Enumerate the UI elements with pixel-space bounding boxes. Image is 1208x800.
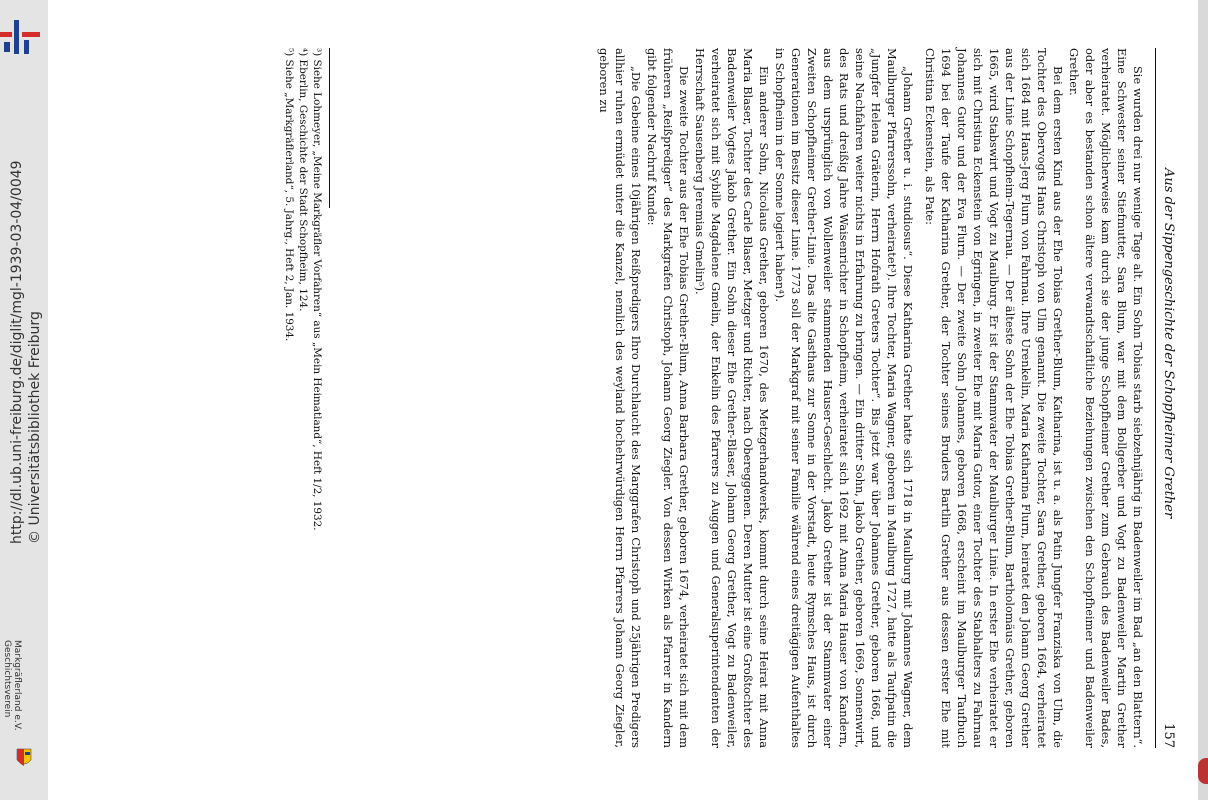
- footnote: ⁵) Siehe „Markgräflerland“, 5. Jahrg., Heft 2, Jan. 1934.: [283, 48, 295, 342]
- header-rule: [1155, 48, 1156, 748]
- paragraph: „Die Gebeine eines 10jährigen Reißpredigers Ihro Durchlaucht des Marggrafen Christoph und 25jährigen Predigers allhier ruhen ermüdet unter die Kanzel, nemlich des weyland hochehrwürdigen Herrn Pfarrers Johann Georg Ziegler, geboren zu: [597, 48, 643, 748]
- footnote-rule: [329, 48, 330, 208]
- rotated-page-content: [168, 18, 1188, 778]
- society-line-2: Markgräflerland e.V.: [12, 640, 22, 731]
- paragraph: Ein anderer Sohn, Nicolaus Grether, geboren 1670, des Metzgerhandwerks, kommt durch seine Heirat mit Anna Maria Blaser, Tochter des Carle Blaser, Metzger und Richter, nach Obereggenen. Deren Mutter ist eine Großtochter des Badenweiler Vogtes Jakob Grether. Ein Sohn dieser Ehe Grether-Blaser, Johann Georg Grether, Vogt zu Badenweiler, verheiratet sich mit Sybille Magdalene Gmelin, der Enkelin des Pfarrers zu Auggen und Generalsuperintendenten der Herrschaft Sausenberg Jeremias Gmelin⁵).: [693, 48, 771, 748]
- header-title: Aus der Sippengeschichte der Schopfheimer Grether: [1161, 168, 1176, 519]
- scrollbar-track[interactable]: [1198, 0, 1208, 800]
- scroll-handle[interactable]: [1198, 758, 1208, 784]
- paragraph: Sie wurden drei nur wenige Tage alt. Ein Sohn Tobias starb siebzehnjährig in Badenweiler im Bad „an den Blattern“. Eine Schwester seiner Stiefmutter, Sara Blum, war mit dem Bollgerber und Vogt zu Badenweiler Martin Grether verheiratet. Möglicherweise kam durch sie der junge Schopfheimer Grether zum Gebrauch des Badenweiler Bades, oder aber es bestanden schon ältere verwandtschaftliche Beziehungen zwischen den Schopfheimer und Badenweiler Grether.: [1067, 48, 1145, 748]
- footnote: ³) Siehe Lohmeyer, „Meine Markgräfler Vorfahren“ aus „Mein Heimatland“, Heft 1/2, 1932.: [311, 48, 323, 531]
- viewer-sidebar: [0, 0, 48, 800]
- source-url[interactable]: http://dl.ub.uni-freiburg.de/diglit/mgl-1939-03-04/0049: [9, 160, 25, 544]
- running-header: [1156, 48, 1176, 748]
- footnote: ⁴) Eberlin, Geschichte der Stadt Schopfheim, 124.: [297, 48, 309, 312]
- society-line-1: Geschichtsverein: [2, 640, 12, 718]
- scanned-page: [168, 18, 1188, 778]
- paragraph: Die zweite Tochter aus der Ehe Tobias Grether-Blum, Anna Barbara Grether, geboren 1674, verheiratet sich mit dem früheren „Reißprediger“ des Markgrafen Christoph, Johann Georg Ziegler. Von dessen Wirken als Pfarrer in Kandern gibt folgender Nachruf Kunde:: [645, 48, 691, 748]
- library-logo-icon: [0, 18, 44, 58]
- copyright-text: © Universitätsbibliothek Freiburg: [27, 311, 43, 544]
- page-number: 157: [1161, 723, 1176, 748]
- footnotes: [282, 48, 324, 748]
- body-text: [596, 48, 1146, 748]
- paragraph: „Johann Grether u. i. studiosus“. Diese Katharina Grether hatte sich 1718 in Maulburg mit Johannes Wagner, dem Maulburger Pfarrerssohn, verheiratet³). Ihre Tochter, Maria Wagner, geboren in Maulburg 1727, hatte als Taufpatin die „Jungfer Helena Gräterin, Herrn Hofrath Greters Tochter“. Bis jetzt war über Johannes Grether, geboren 1668, und seine Nachfahren weiter nichts in Erfahrung zu bringen. — Ein dritter Sohn, Jakob Grether, geboren 1669, Sonnenwirt, des Rats und dreißig Jahre Waisenrichter in Schopfheim, verheiratet sich 1692 mit Anna Maria Hauser von Kandern, aus dem ursprünglich von Wollenweiler stammenden Hauser-Geschlecht. Jakob Grether ist der Stammvater einer Zweiten Schopfheimer Grether-Linie. Das alte Gasthaus zur Sonne in der Vorstadt, heute Rymsches Haus, ist durch Generationen im Besitz dieser Linie. 1773 soll der Markgraf mit seiner Familie während eines dreitägigen Aufenthaltes in Schopfheim in der Sonne logiert haben⁴).: [773, 48, 915, 748]
- society-crest-icon: [2, 748, 46, 792]
- paragraph: Bei dem ersten Kind aus der Ehe Tobias Grether-Blum, Katharina, ist u. a. als Patin Jungfer Franziska von Ulm, die Tochter des Obervogts Hans Christoph von Ulm genannt. Die zweite Tochter, Sara Grether, geboren 1664, verheiratet sich 1684 mit Hans-Jerg Flurn von Fahrnau. Ihre Urenkelin, Maria Katharina Flurn, heiratet den Johann Georg Grether aus der Linie Schopfheim-Tegernau. — Der älteste Sohn der Ehe Tobias Grether-Blum, Bartholomäus Grether, geboren 1665, wird Stabswirt und Vogt zu Maulburg. Er ist der Stammvater der Maulburger Linie. In erster Ehe verheiratet er sich mit Christina Eckenstein von Egringen, in zweiter Ehe mit Maria Gutor, einer Tochter des Stabhalters zu Fahrnau Johannes Gutor und der Eva Flurn. — Der zweite Sohn Johannes, geboren 1668, erscheint im Maulburger Taufbuch 1694 bei der Taufe der Katharina Grether, der Tochter seines Bruders Bartlin Grether aus dessen erster Ehe mit Christina Eckenstein, als Pate:: [923, 48, 1065, 748]
